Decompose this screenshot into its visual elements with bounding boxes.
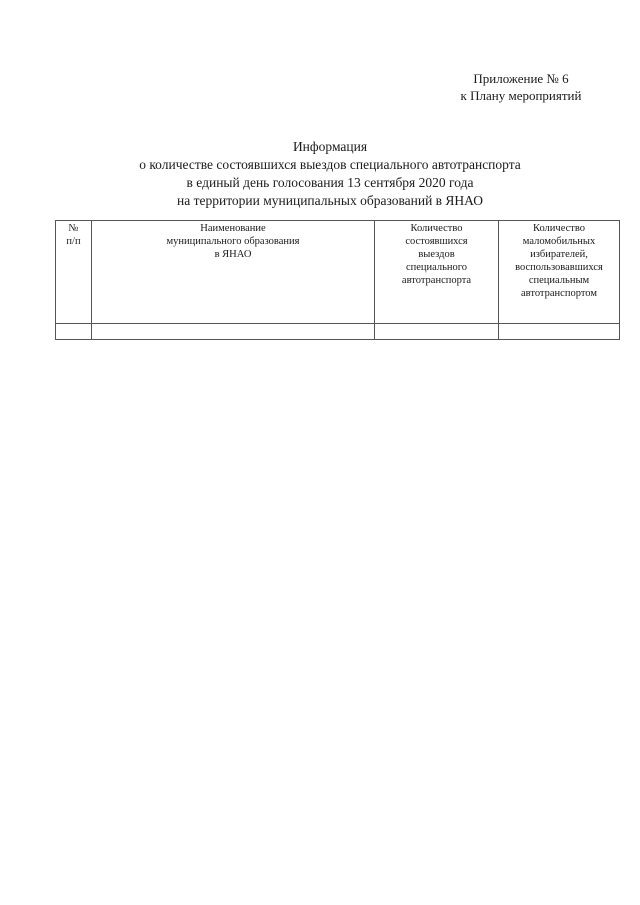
header-text: состоявшихся: [405, 236, 468, 247]
table-cell: [56, 324, 92, 340]
header-text: №: [68, 223, 79, 234]
title-line-3: в единый день голосования 13 сентября 2020 года: [186, 175, 474, 190]
header-text: в ЯНАО: [214, 249, 252, 260]
table-cell: [375, 324, 499, 340]
info-table: [55, 220, 620, 340]
title-heading: Информация: [292, 139, 368, 154]
header-cell-municipality: [92, 221, 375, 324]
header-text: Количество: [410, 223, 463, 234]
header-text: специального: [405, 262, 468, 273]
header-text: избирателей,: [530, 249, 588, 260]
table-cell: [92, 324, 375, 340]
header-text: выездов: [418, 249, 455, 260]
header-cell-number: [56, 221, 92, 324]
header-text: автотранспортом: [521, 288, 597, 299]
document-title: [90, 138, 570, 210]
header-cell-trips: [375, 221, 499, 324]
table-cell: [499, 324, 620, 340]
appendix-note: [446, 70, 596, 104]
header-text: специальным: [528, 275, 590, 286]
header-text: воспользовавшихся: [515, 262, 603, 273]
header-text: Количество: [532, 223, 586, 234]
header-text: Наименование: [200, 223, 266, 234]
header-text: маломобильных: [522, 236, 596, 247]
header-text: муниципального образования: [166, 236, 300, 247]
table-header-row: [56, 221, 620, 324]
table-row: [56, 324, 620, 340]
appendix-reference: к Плану мероприятий: [460, 88, 582, 103]
header-cell-voters: [499, 221, 620, 324]
header-text: п/п: [66, 236, 81, 247]
header-text: автотранспорта: [401, 275, 472, 286]
title-line-4: на территории муниципальных образований в ЯНАО: [176, 193, 484, 208]
title-line-2: о количестве состоявшихся выездов специального автотранспорта: [139, 157, 521, 172]
appendix-number: Приложение № 6: [473, 71, 569, 86]
